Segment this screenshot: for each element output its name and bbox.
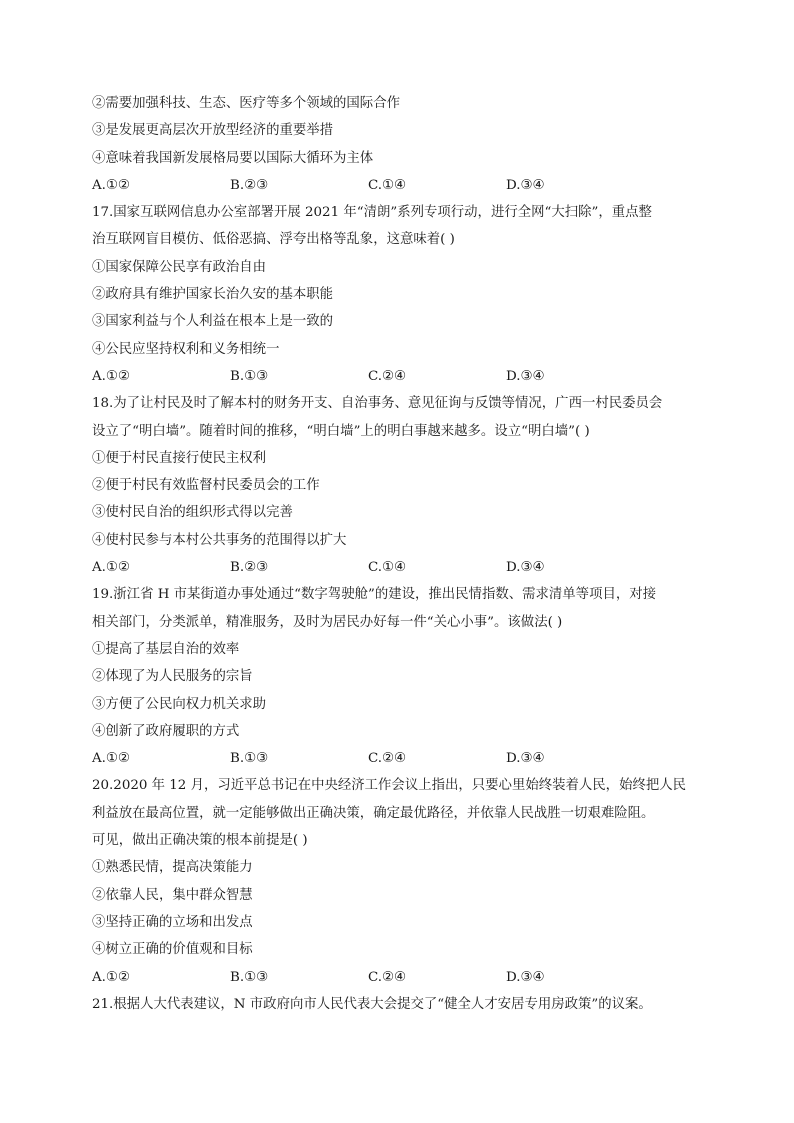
choice-b: B.②③ <box>230 177 269 193</box>
choice-a: A.①② <box>92 368 130 384</box>
choice-d: D.③④ <box>506 560 545 576</box>
option-line: ①提高了基层自治的效率 <box>92 641 240 657</box>
option-line: ①便于村民直接行使民主权利 <box>92 450 267 466</box>
option-line: ③方便了公民向权力机关求助 <box>92 696 267 712</box>
option-line: ①熟悉民情，提高决策能力 <box>92 860 253 876</box>
question-21 <box>92 991 704 1018</box>
option-line: ②需要加强科技、生态、医疗等多个领域的国际合作 <box>92 96 400 111</box>
choice-c: C.②④ <box>368 368 407 384</box>
choice-a: A.①② <box>92 560 130 576</box>
choice-c: C.②④ <box>368 751 407 767</box>
question-stem: 20.2020 年 12 月，习近平总书记在中央经济工作会议上指出，只要心里始终装着人民，始终把人民 <box>92 778 687 794</box>
option-line: ③是发展更高层次开放型经济的重要举措 <box>92 123 334 139</box>
answer-choices <box>92 363 704 390</box>
option-line: ③使村民自治的组织形式得以完善 <box>92 505 293 521</box>
answer-choices <box>92 172 704 199</box>
option-line: ②政府具有维护国家长治久安的基本职能 <box>92 287 334 303</box>
choice-a: A.①② <box>92 751 130 767</box>
answer-choices <box>92 745 704 772</box>
question-20 <box>92 772 704 990</box>
choice-b: B.①③ <box>230 969 269 985</box>
option-line: ③国家利益与个人利益在根本上是一致的 <box>92 314 334 330</box>
option-line: ③坚持正确的立场和出发点 <box>92 914 253 930</box>
question-stem: 利益放在最高位置，就一定能够做出正确决策，确定最优路径，并依靠人民战胜一切艰难险阻。 <box>92 805 655 821</box>
question-17 <box>92 199 704 390</box>
option-line: ④树立正确的价值观和目标 <box>92 942 253 958</box>
question-18 <box>92 390 704 581</box>
choice-b: B.①③ <box>230 751 269 767</box>
question-stem: 可见，做出正确决策的根本前提是( ) <box>92 833 308 849</box>
option-line: ②体现了为人民服务的宗旨 <box>92 669 253 685</box>
exam-page <box>92 90 704 1018</box>
option-line: ④使村民参与本村公共事务的范围得以扩大 <box>92 532 347 548</box>
choice-d: D.③④ <box>506 751 545 767</box>
question-19 <box>92 581 704 772</box>
choice-a: A.①② <box>92 969 130 985</box>
answer-choices <box>92 964 704 991</box>
choice-b: B.②③ <box>230 560 269 576</box>
question-16 <box>92 90 704 199</box>
question-stem: 17.国家互联网信息办公室部署开展 2021 年“清朗”系列专项行动，进行全网“大扫除”，重点整 <box>92 205 652 221</box>
choice-c: C.①④ <box>368 560 407 576</box>
question-stem: 设立了“明白墙”。随着时间的推移，“明白墙”上的明白事越来越多。设立“明白墙”( ) <box>92 423 590 439</box>
question-stem: 21.根据人大代表建议，N 市政府向市人民代表大会提交了“健全人才安居专用房政策”的议案。 <box>92 996 652 1012</box>
choice-c: C.②④ <box>368 969 407 985</box>
choice-c: C.①④ <box>368 177 407 193</box>
option-line: ④公民应坚持权利和义务相统一 <box>92 341 280 357</box>
option-line: ②便于村民有效监督村民委员会的工作 <box>92 478 320 494</box>
answer-choices <box>92 554 704 581</box>
choice-d: D.③④ <box>506 368 545 384</box>
question-stem: 相关部门，分类派单，精准服务，及时为居民办好每一件“关心小事”。该做法( ) <box>92 614 563 630</box>
question-stem: 治互联网盲目模仿、低俗恶搞、浮夸出格等乱象，这意味着( ) <box>92 232 455 248</box>
question-stem: 19.浙江省 H 市某街道办事处通过“数字驾驶舱”的建设，推出民情指数、需求清单等项目，对接 <box>92 587 657 603</box>
option-line: ②依靠人民，集中群众智慧 <box>92 887 253 903</box>
option-line: ④意味着我国新发展格局要以国际大循环为主体 <box>92 150 374 166</box>
choice-b: B.①③ <box>230 368 269 384</box>
choice-d: D.③④ <box>506 969 545 985</box>
question-stem: 18.为了让村民及时了解本村的财务开支、自治事务、意见征询与反馈等情况，广西一村民委员会 <box>92 396 663 412</box>
choice-a: A.①② <box>92 177 130 193</box>
option-line: ①国家保障公民享有政治自由 <box>92 259 267 275</box>
choice-d: D.③④ <box>506 177 545 193</box>
option-line: ④创新了政府履职的方式 <box>92 723 240 739</box>
